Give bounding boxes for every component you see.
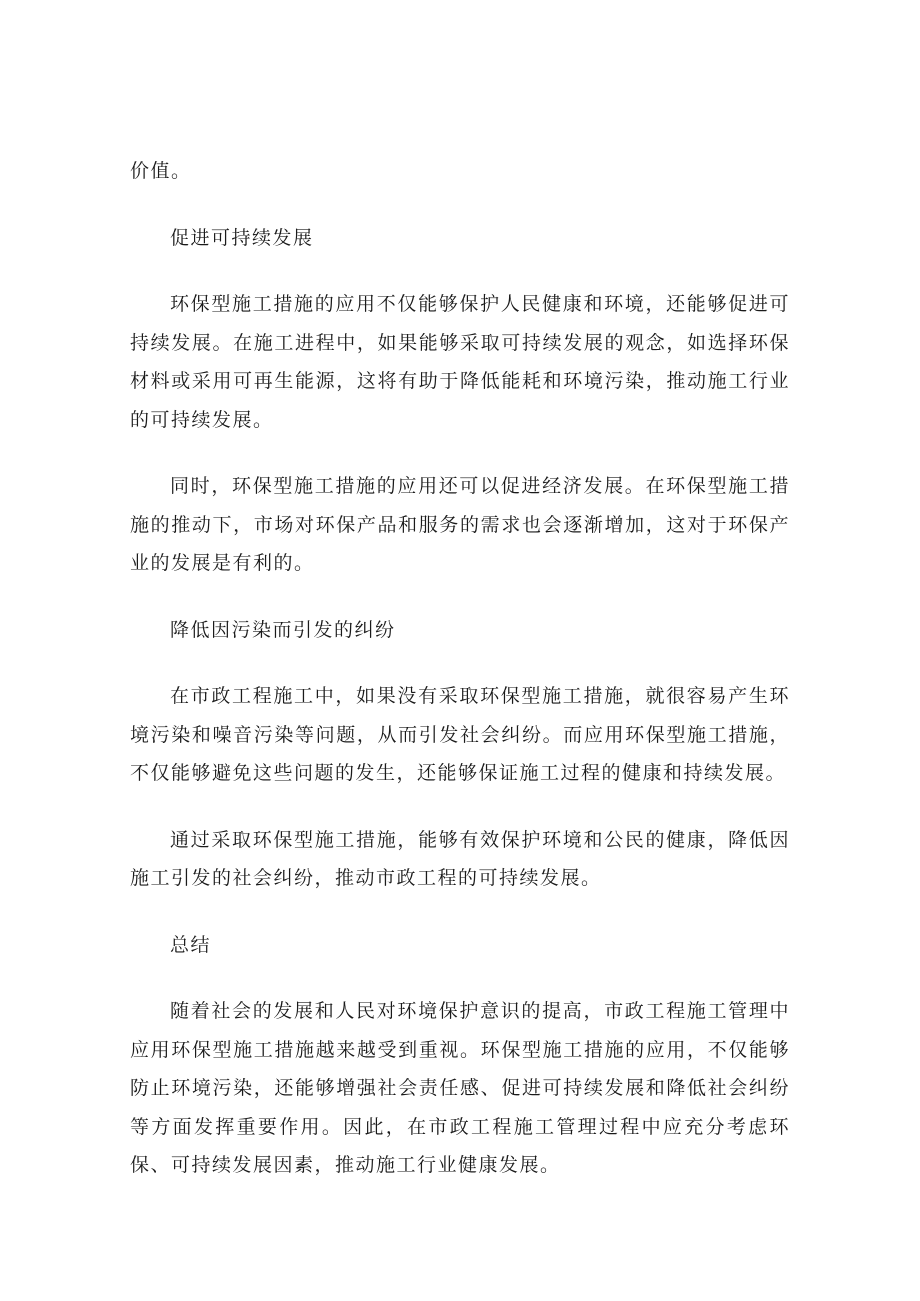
continuation-text: 价值。 (130, 160, 192, 182)
paragraph: 随着社会的发展和人民对环境保护意识的提高，市政工程施工管理中应用环保型施工措施越来越受到重视。环保型施工措施的应用，不仅能够防止环境污染，还能够增强社会责任感、促进可持续发展和降低社会纠纷等方面发挥重要作用。因此，在市政工程施工管理过程中应充分考虑环保、可持续发展因素，推动施工行业健康发展。 (130, 1000, 790, 1176)
paragraph: 环保型施工措施的应用不仅能够保护人民健康和环境，还能够促进可持续发展。在施工进程中，如果能够采取可持续发展的观念，如选择环保材料或采用可再生能源，这将有助于降低能耗和环境污染，推动施工行业的可持续发展。 (130, 293, 790, 431)
section-heading-disputes: 降低因污染而引发的纠纷 (170, 618, 396, 641)
section-heading-summary: 总结 (170, 933, 212, 956)
document-page (130, 152, 790, 1213)
paragraph: 同时，环保型施工措施的应用还可以促进经济发展。在环保型施工措施的推动下，市场对环保产品和服务的需求也会逐渐增加，这对于环保产业的发展是有利的。 (130, 475, 790, 574)
paragraph: 通过采取环保型施工措施，能够有效保护环境和公民的健康，降低因施工引发的社会纠纷，推动市政工程的可持续发展。 (130, 828, 790, 889)
section-heading-sustainable: 促进可持续发展 (170, 226, 314, 249)
paragraph: 在市政工程施工中，如果没有采取环保型施工措施，就很容易产生环境污染和噪音污染等问题，从而引发社会纠纷。而应用环保型施工措施，不仅能够避免这些问题的发生，还能够保证施工过程的健康和持续发展。 (130, 685, 790, 784)
